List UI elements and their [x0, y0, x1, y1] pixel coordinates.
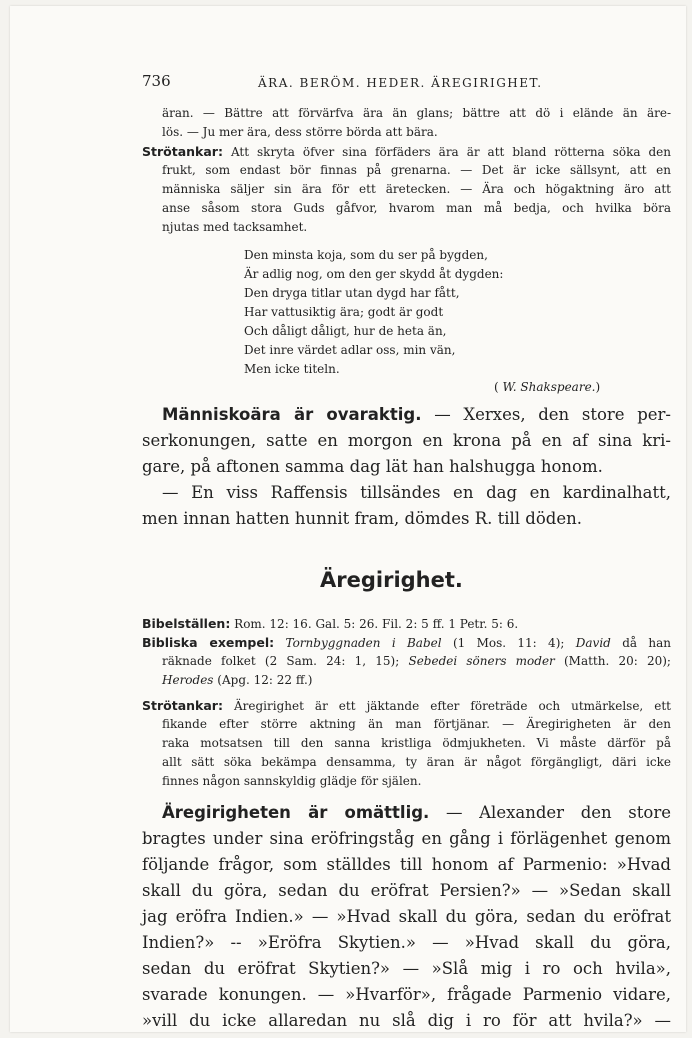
strotankar-line: njutas med tacksamhet.: [162, 220, 308, 234]
section-line: Äregirigheten är omättlig. — Alexander den store: [162, 803, 671, 822]
poem-author: W. Shakspeare.: [502, 380, 596, 394]
strotankar-line: raka motsatsen till den sanna kristliga ödmjukheten. Vi måste därför på: [162, 736, 671, 750]
intro-line: äran. — Bättre att förvärfva ära än glans; bättre att dö i elände än äre-: [162, 106, 671, 120]
bibliska-line: räknade folket (2 Sam. 24: 1, 15); Sebedei söners moder (Matth. 20: 20);: [162, 654, 671, 668]
strotankar-text: Att skryta öfver sina förfäders ära är att bland rötterna söka den: [230, 145, 671, 159]
poem-line: Har vattusiktig ära; godt är godt: [244, 305, 444, 319]
strotankar-line: finnes någon sannskyldig glädje för själen.: [162, 774, 422, 788]
section-line: följande frågor, som ställdes till honom af Parmenio: »Hvad: [142, 855, 671, 874]
page: [10, 6, 686, 1032]
bibliska-label: Bibliska exempel:: [142, 635, 275, 650]
section-line: sedan du eröfrat Skytien?» — »Slå mig i ro och hvila»,: [142, 959, 671, 978]
section-line: Indien?» -- »Eröfra Skytien.» — »Hvad skall du göra,: [142, 933, 671, 952]
poem-line: Den dryga titlar utan dygd har fått,: [244, 286, 460, 300]
chapter-title: Äregirighet.: [320, 568, 463, 592]
page-number: 736: [142, 72, 171, 90]
section-line: »vill du icke allaredan nu slå dig i ro för att hvila?» —: [142, 1011, 671, 1030]
intro-line: lös. — Ju mer ära, dess större börda att bära.: [162, 125, 438, 139]
poem-line: Och dåligt dåligt, hur de heta än,: [244, 324, 447, 338]
strotankar-line: Strötankar: Äregirighet är ett jäktande efter företräde och utmärkelse, ett: [142, 698, 671, 713]
section-line: serkonungen, satte en morgon en krona på en af sina kri-: [142, 431, 671, 450]
strotankar-line: [142, 142, 671, 162]
bibelstallen-line: Bibelställen: Rom. 12: 16. Gal. 5: 26. Fil. 2: 5 ff. 1 Petr. 5: 6.: [142, 616, 519, 631]
bibliska-line: Herodes (Apg. 12: 22 ff.): [162, 673, 313, 687]
section-line: skall du göra, sedan du eröfrat Persien?» — »Sedan skall: [142, 881, 671, 900]
poem-attribution: ( W. Shakspeare.): [494, 380, 601, 394]
bibelstallen-label: Bibelställen:: [142, 616, 231, 631]
poem-line: Men icke titeln.: [244, 362, 340, 376]
strotankar-label: Strötankar:: [142, 144, 223, 159]
strotankar-line: fikande efter större aktning än man förtjänar. — Äregirigheten är den: [162, 717, 671, 731]
section-line: bragtes under sina eröfringståg en gång i förlägenhet genom: [142, 829, 671, 848]
running-title: ÄRA. BERÖM. HEDER. ÄREGIRIGHET.: [258, 76, 543, 90]
strotankar-line: människa säljer sin ära för ett äretecken. — Ära och högaktning äro att: [162, 182, 671, 196]
section-heading: Människoära är ovaraktig.: [162, 405, 422, 424]
bibliska-line: Bibliska exempel: Tornbyggnaden i Babel (1 Mos. 11: 4); David då han: [142, 635, 671, 650]
strotankar-line: anse såsom stora Guds gåfvor, hvarom man må bedja, och hvilka böra: [162, 201, 671, 215]
section-line: gare, på aftonen samma dag lät han halshugga honom.: [142, 457, 603, 476]
poem-line: Är adlig nog, om den ger skydd åt dygden:: [244, 267, 504, 281]
section-line: — En viss Raffensis tillsändes en dag en kardinalhatt,: [162, 483, 671, 502]
section-line: men innan hatten hunnit fram, dömdes R. till döden.: [142, 509, 583, 528]
section-line: svarade konungen. — »Hvarför», frågade Parmenio vidare,: [142, 985, 671, 1004]
section-line: jag eröfra Indien.» — »Hvad skall du göra, sedan du eröfrat: [142, 907, 671, 926]
strotankar-label: Strötankar:: [142, 698, 223, 713]
poem-line: Den minsta koja, som du ser på bygden,: [244, 248, 488, 262]
section-line: Människoära är ovaraktig. — Xerxes, den store per-: [162, 405, 672, 424]
strotankar-line: frukt, som endast bör finnas på grenarna. — Det är icke sällsynt, att en: [162, 163, 671, 177]
section-heading: Äregirigheten är omättlig.: [162, 803, 430, 822]
strotankar-line: allt sätt söka bekämpa densamma, ty äran är något förgängligt, däri icke: [162, 755, 671, 769]
poem-line: Det inre värdet adlar oss, min vän,: [244, 343, 456, 357]
